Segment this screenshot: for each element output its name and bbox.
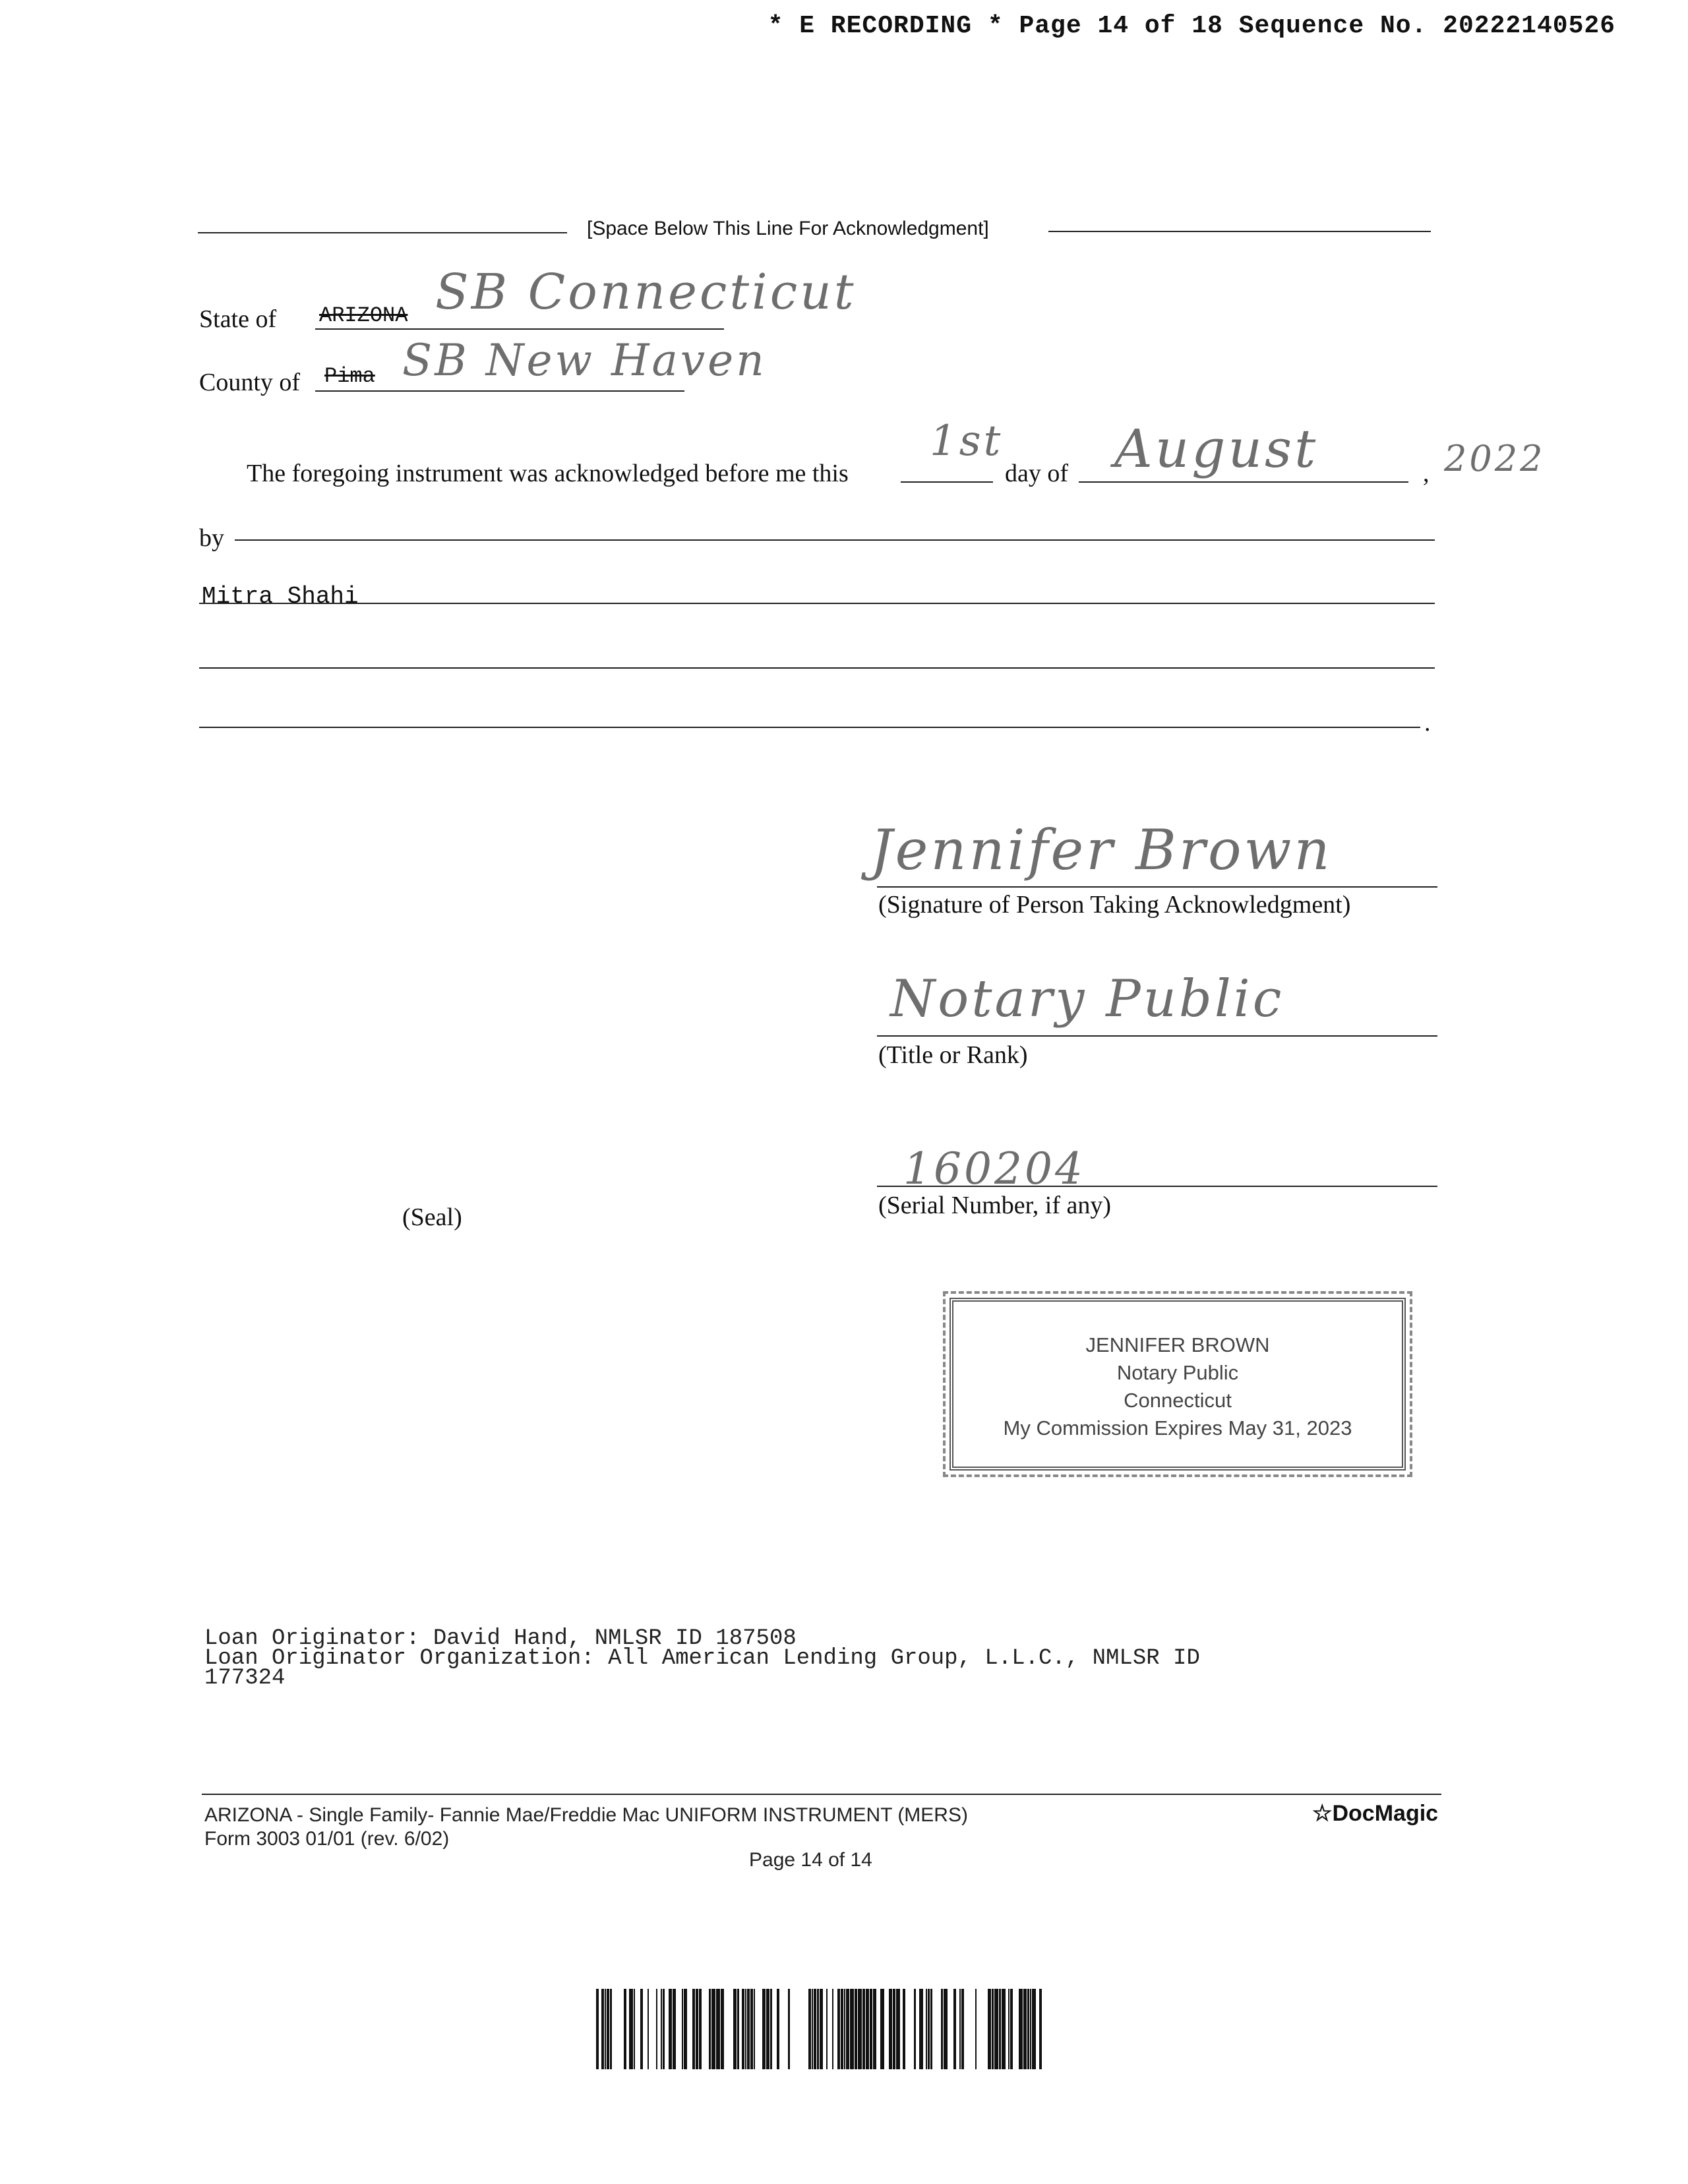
- barcode-bar: [826, 1989, 828, 2069]
- docmagic-brand-text: DocMagic: [1332, 1801, 1439, 1826]
- acknowledgment-header-text: [Space Below This Line For Acknowledgment]: [587, 218, 989, 239]
- county-label: County of: [199, 369, 301, 396]
- barcode-bar: [1023, 1989, 1027, 2069]
- day-rule: [901, 481, 993, 483]
- barcode-bar: [820, 1989, 823, 2069]
- acknowledgment-header: [198, 218, 1431, 244]
- title-rule: [877, 1035, 1437, 1037]
- header-rule-left: [198, 232, 567, 233]
- loan-originator: Loan Originator: David Hand, NMLSR ID 187508: [204, 1626, 797, 1651]
- barcode-bar: [926, 1989, 927, 2069]
- serial-rule: [877, 1186, 1437, 1187]
- barcode-bar: [832, 1989, 833, 2069]
- barcode-bar: [709, 1989, 711, 2069]
- barcode-bar: [629, 1989, 633, 2069]
- barcode-bar: [880, 1989, 884, 2069]
- barcode-bar: [777, 1989, 779, 2069]
- barcode-bar: [953, 1989, 956, 2069]
- barcode-bar: [669, 1989, 672, 2069]
- month-rule: [1079, 481, 1408, 483]
- barcode-bar: [605, 1989, 606, 2069]
- barcode-bar: [762, 1989, 766, 2069]
- form-number: Form 3003 01/01 (rev. 6/02): [204, 1828, 450, 1850]
- stamp-notary-state: Connecticut: [1124, 1389, 1232, 1412]
- barcode-bar: [754, 1989, 755, 2069]
- barcode-bar: [766, 1989, 769, 2069]
- trailing-period: .: [1424, 709, 1431, 737]
- star-icon: ☆: [1312, 1801, 1333, 1826]
- loan-originator-organization: Loan Originator Organization: All American Lending Group, L.L.C., NMLSR ID: [204, 1646, 1200, 1671]
- barcode-bar: [737, 1989, 739, 2069]
- barcode-bar: [601, 1989, 604, 2069]
- barcode-bar: [640, 1989, 643, 2069]
- title-handwritten-value: Notary Public: [890, 969, 1284, 1029]
- barcode-bar: [684, 1989, 687, 2069]
- barcode-bar: [1039, 1989, 1042, 2069]
- barcode-bar: [841, 1989, 843, 2069]
- barcode-bar: [903, 1989, 905, 2069]
- barcode-bar: [770, 1989, 772, 2069]
- by-rule: [235, 539, 1435, 541]
- barcode-bar: [862, 1989, 865, 2069]
- acknowledgment-comma: ,: [1423, 460, 1430, 487]
- barcode-bar: [648, 1989, 649, 2069]
- blank-rule-1: [199, 667, 1435, 669]
- barcode-bar: [812, 1989, 813, 2069]
- barcode-bar: [661, 1989, 662, 2069]
- barcode-bar: [673, 1989, 676, 2069]
- barcode-bar: [961, 1989, 964, 2069]
- barcode-bar: [745, 1989, 746, 2069]
- page-number: Page 14 of 14: [749, 1849, 872, 1871]
- barcode-bar: [721, 1989, 724, 2069]
- form-title: ARIZONA - Single Family- Fannie Mae/Freddie Mac UNIFORM INSTRUMENT (MERS): [204, 1804, 968, 1826]
- barcode-bar: [959, 1989, 961, 2069]
- barcode-bar: [610, 1989, 612, 2069]
- barcode-bar: [682, 1989, 683, 2069]
- barcode-bar: [814, 1989, 816, 2069]
- barcode-bar: [850, 1989, 854, 2069]
- recording-header: * E RECORDING * Page 14 of 18 Sequence No. 20222140526: [768, 12, 1615, 40]
- barcode-bar: [928, 1989, 930, 2069]
- stamp-notary-name: JENNIFER BROWN: [1085, 1333, 1270, 1356]
- barcode-bar: [919, 1989, 923, 2069]
- county-rule: [315, 390, 684, 392]
- barcode-bar: [941, 1989, 943, 2069]
- barcode-bar: [893, 1989, 895, 2069]
- notary-stamp: [950, 1298, 1406, 1471]
- barcode-bar: [1027, 1989, 1029, 2069]
- barcode-bar: [999, 1989, 1001, 2069]
- barcode-bar: [889, 1989, 892, 2069]
- barcode-bar: [873, 1989, 876, 2069]
- blank-rule-2: [199, 727, 1420, 728]
- signature-caption: (Signature of Person Taking Acknowledgment): [878, 891, 1351, 919]
- state-handwritten-value: SB Connecticut: [435, 264, 857, 320]
- barcode-bar: [696, 1989, 698, 2069]
- barcode-bar: [858, 1989, 862, 2069]
- barcode-bar: [896, 1989, 900, 2069]
- barcode-bar: [817, 1989, 819, 2069]
- barcode-bar: [992, 1989, 994, 2069]
- barcode-bar: [930, 1989, 932, 2069]
- barcode-bar: [988, 1989, 991, 2069]
- barcode-bar: [914, 1989, 916, 2069]
- barcode-bar: [747, 1989, 750, 2069]
- month-handwritten-value: August: [1114, 418, 1319, 479]
- barcode-bar: [596, 1989, 599, 2069]
- day-handwritten-value: 1st: [930, 417, 1004, 466]
- barcode-bar: [1019, 1989, 1023, 2069]
- state-rule: [315, 328, 724, 330]
- barcode-bar: [846, 1989, 849, 2069]
- notary-signature: Jennifer Brown: [870, 818, 1333, 882]
- footer-rule: [202, 1794, 1441, 1795]
- barcode-bar: [656, 1989, 657, 2069]
- county-handwritten-value: SB New Haven: [402, 335, 767, 386]
- day-of-label: day of: [1005, 460, 1069, 487]
- barcode-bar: [844, 1989, 845, 2069]
- signature-rule: [877, 886, 1437, 888]
- barcode-bar: [1010, 1989, 1013, 2069]
- loan-originator-organization-id: 177324: [204, 1666, 286, 1691]
- barcode-bar: [624, 1989, 626, 2069]
- acknowledgment-text: The foregoing instrument was acknowledged before me this: [247, 460, 849, 487]
- barcode-bar: [699, 1989, 702, 2069]
- barcode-bar: [663, 1989, 665, 2069]
- barcode-bar: [837, 1989, 840, 2069]
- barcode-bar: [855, 1989, 857, 2069]
- serial-caption: (Serial Number, if any): [878, 1192, 1112, 1219]
- barcode-bar: [870, 1989, 872, 2069]
- barcode-bar: [1032, 1989, 1036, 2069]
- barcode-bar: [994, 1989, 998, 2069]
- name-rule: [199, 603, 1435, 604]
- barcode-bar: [944, 1989, 948, 2069]
- barcode-bar: [808, 1989, 811, 2069]
- stamp-notary-title: Notary Public: [1116, 1361, 1239, 1384]
- barcode-bar: [733, 1989, 737, 2069]
- barcode-bar: [750, 1989, 753, 2069]
- county-printed-value: Pima: [324, 364, 375, 388]
- stamp-commission-expiry: My Commission Expires May 31, 2023: [1003, 1416, 1352, 1440]
- acknowledging-person-name: Mitra Shahi: [202, 583, 359, 610]
- barcode-bar: [711, 1989, 715, 2069]
- barcode-bar: [716, 1989, 720, 2069]
- barcode-bar: [1002, 1989, 1006, 2069]
- barcode-bar: [866, 1989, 869, 2069]
- title-caption: (Title or Rank): [878, 1041, 1028, 1069]
- state-printed-value: ARIZONA: [319, 303, 408, 328]
- seal-label: (Seal): [402, 1203, 462, 1231]
- barcode-bar: [1008, 1989, 1010, 2069]
- year-handwritten-value: 2022: [1444, 438, 1546, 479]
- header-rule-right: [1048, 231, 1431, 232]
- barcode-bar: [634, 1989, 635, 2069]
- barcode-bar: [742, 1989, 744, 2069]
- barcode-bar: [607, 1989, 609, 2069]
- barcode-bar: [1030, 1989, 1031, 2069]
- by-label: by: [199, 524, 224, 552]
- barcode-image: [596, 1989, 1051, 2069]
- barcode-bar: [788, 1989, 790, 2069]
- state-label: State of: [199, 305, 277, 333]
- docmagic-brand: [1312, 1800, 1438, 1827]
- serial-handwritten-value: 160204: [903, 1143, 1085, 1194]
- barcode-bar: [692, 1989, 695, 2069]
- barcode-bar: [975, 1989, 977, 2069]
